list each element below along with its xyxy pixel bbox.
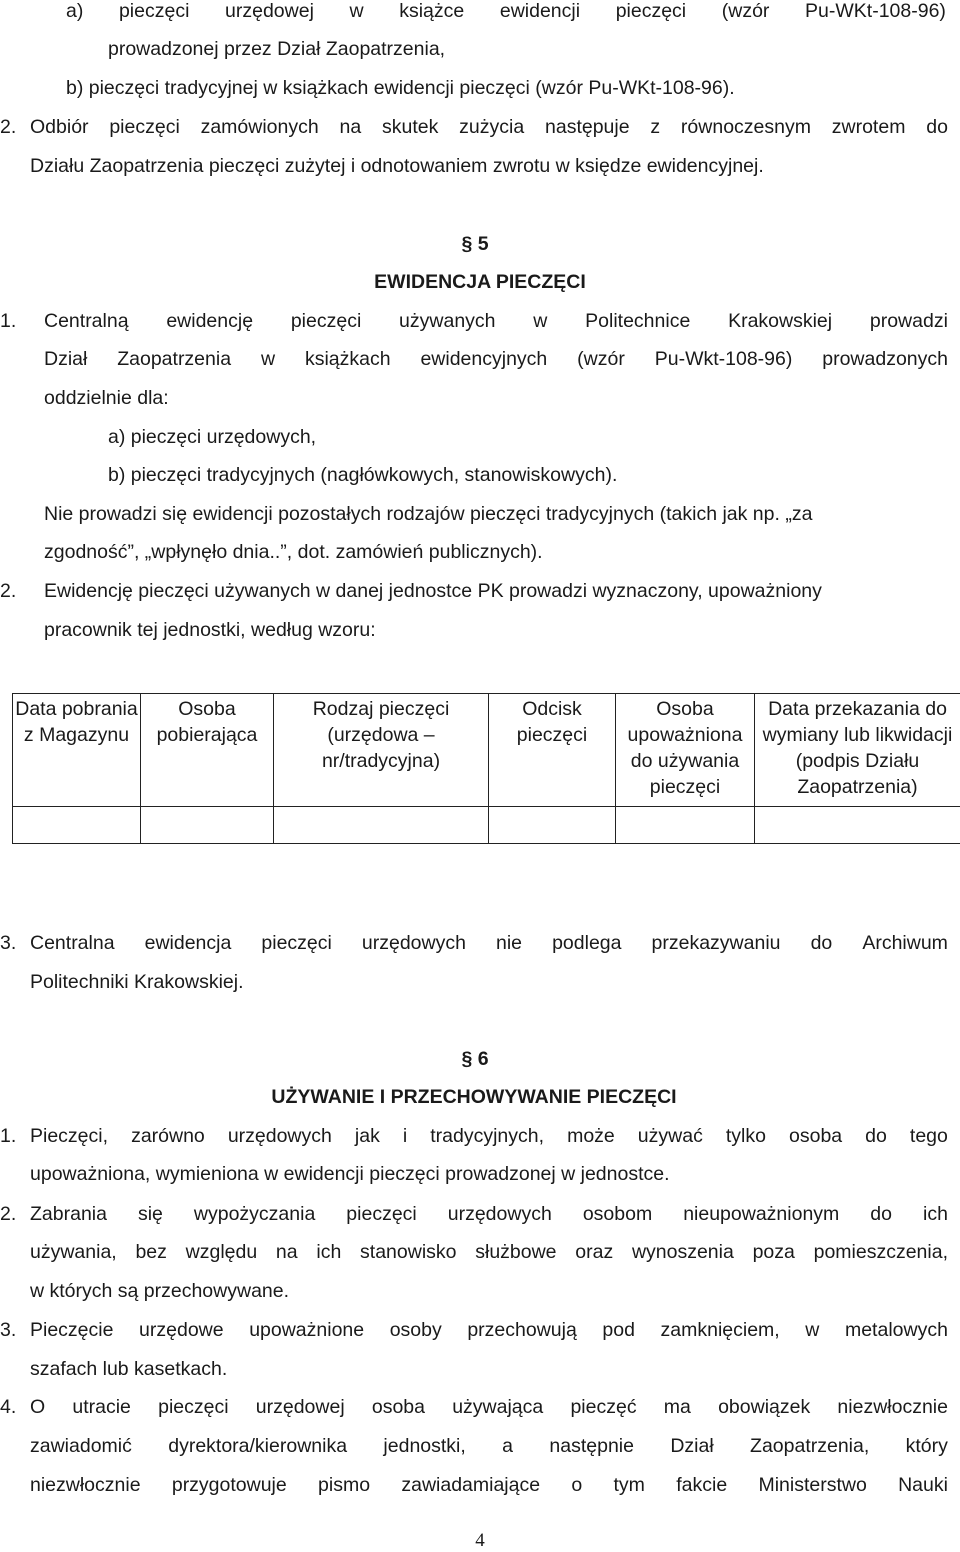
item-number: 2.	[0, 1203, 17, 1225]
paragraph-line: Pieczęci, zarówno urzędowych jak i tradycyjnych, może używać tylko osoba do tego	[30, 1125, 948, 1147]
list-item-a: a) pieczęci urzędowej w książce ewidencji pieczęci (wzór Pu-WKt-108-96)	[66, 0, 946, 22]
section-number: § 6	[461, 1048, 489, 1070]
list-item-a: a) pieczęci urzędowych,	[108, 426, 317, 448]
table-cell	[141, 807, 274, 844]
paragraph-line: zgodność”, „wpłynęło dnia..”, dot. zamówień publicznych).	[44, 541, 543, 563]
table-header-cell: Osoba pobierająca	[141, 694, 274, 807]
paragraph-line: Ewidencję pieczęci używanych w danej jednostce PK prowadzi wyznaczony, upoważniony	[44, 580, 822, 602]
paragraph-line: niezwłocznie przygotowuje pismo zawiadamiające o tym fakcie Ministerstwo Nauki	[30, 1474, 948, 1496]
item-number: 1.	[0, 310, 17, 332]
section-title: UŻYWANIE I PRZECHOWYWANIE PIECZĘCI	[271, 1086, 677, 1108]
table-row	[13, 807, 960, 844]
list-item-b: b) pieczęci tradycyjnych (nagłówkowych, stanowiskowych).	[108, 464, 618, 486]
table-header-cell: Osoba upoważniona do używania pieczęci	[616, 694, 755, 807]
table-header-cell: Data przekazania do wymiany lub likwidacji (podpis Działu Zaopatrzenia)	[755, 694, 960, 807]
paragraph-line: upoważniona, wymieniona w ewidencji pieczęci prowadzonej w jednostce.	[30, 1163, 670, 1185]
item-number: 3.	[0, 932, 17, 954]
item-number: 2.	[0, 116, 17, 138]
section-title: EWIDENCJA PIECZĘCI	[374, 271, 586, 293]
evidence-form-table	[12, 693, 960, 844]
table-cell	[13, 807, 141, 844]
table-header-cell: Odcisk pieczęci	[489, 694, 616, 807]
paragraph-line: Centralna ewidencja pieczęci urzędowych nie podlega przekazywaniu do Archiwum	[30, 932, 948, 954]
paragraph-line: Odbiór pieczęci zamówionych na skutek zużycia następuje z równoczesnym zwrotem do	[30, 116, 948, 138]
list-item-a-continuation: prowadzonej przez Dział Zaopatrzenia,	[108, 38, 446, 60]
paragraph-line: szafach lub kasetkach.	[30, 1358, 228, 1380]
table-cell	[616, 807, 755, 844]
item-number: 4.	[0, 1396, 17, 1418]
table-cell	[274, 807, 489, 844]
paragraph-line: Politechniki Krakowskiej.	[30, 971, 244, 993]
paragraph-line: O utracie pieczęci urzędowej osoba używająca pieczęć ma obowiązek niezwłocznie	[30, 1396, 948, 1418]
paragraph-line: oddzielnie dla:	[44, 387, 169, 409]
section-number: § 5	[461, 233, 489, 255]
page-number: 4	[475, 1530, 485, 1551]
paragraph-line: Nie prowadzi się ewidencji pozostałych rodzajów pieczęci tradycyjnych (takich jak np. „za	[44, 503, 813, 525]
table-header-row	[13, 694, 960, 807]
paragraph-line: Centralną ewidencję pieczęci używanych w Politechnice Krakowskiej prowadzi	[44, 310, 948, 332]
paragraph-line: w których są przechowywane.	[30, 1280, 290, 1302]
table-cell	[489, 807, 616, 844]
item-number: 1.	[0, 1125, 17, 1147]
list-item-b: b) pieczęci tradycyjnej w książkach ewidencji pieczęci (wzór Pu-WKt-108-96).	[66, 77, 735, 99]
paragraph-line: Zabrania się wypożyczania pieczęci urzędowych osobom nieupoważnionym do ich	[30, 1203, 948, 1225]
paragraph-line: Działu Zaopatrzenia pieczęci zużytej i odnotowaniem zwrotu w księdze ewidencyjnej.	[30, 155, 764, 177]
paragraph-line: Pieczęcie urzędowe upoważnione osoby przechowują pod zamknięciem, w metalowych	[30, 1319, 948, 1341]
paragraph-line: Dział Zaopatrzenia w książkach ewidencyjnych (wzór Pu-Wkt-108-96) prowadzonych	[44, 348, 948, 370]
paragraph-line: używania, bez względu na ich stanowisko służbowe oraz wynoszenia poza pomieszczenia,	[30, 1241, 948, 1263]
item-number: 2.	[0, 580, 17, 602]
item-number: 3.	[0, 1319, 17, 1341]
paragraph-line: zawiadomić dyrektora/kierownika jednostki, a następnie Dział Zaopatrzenia, który	[30, 1435, 948, 1457]
table-header-cell: Rodzaj pieczęci (urzędowa – nr/tradycyjna)	[274, 694, 489, 807]
table-cell	[755, 807, 960, 844]
paragraph-line: pracownik tej jednostki, według wzoru:	[44, 619, 376, 641]
table-header-cell: Data pobrania z Magazynu	[13, 694, 141, 807]
